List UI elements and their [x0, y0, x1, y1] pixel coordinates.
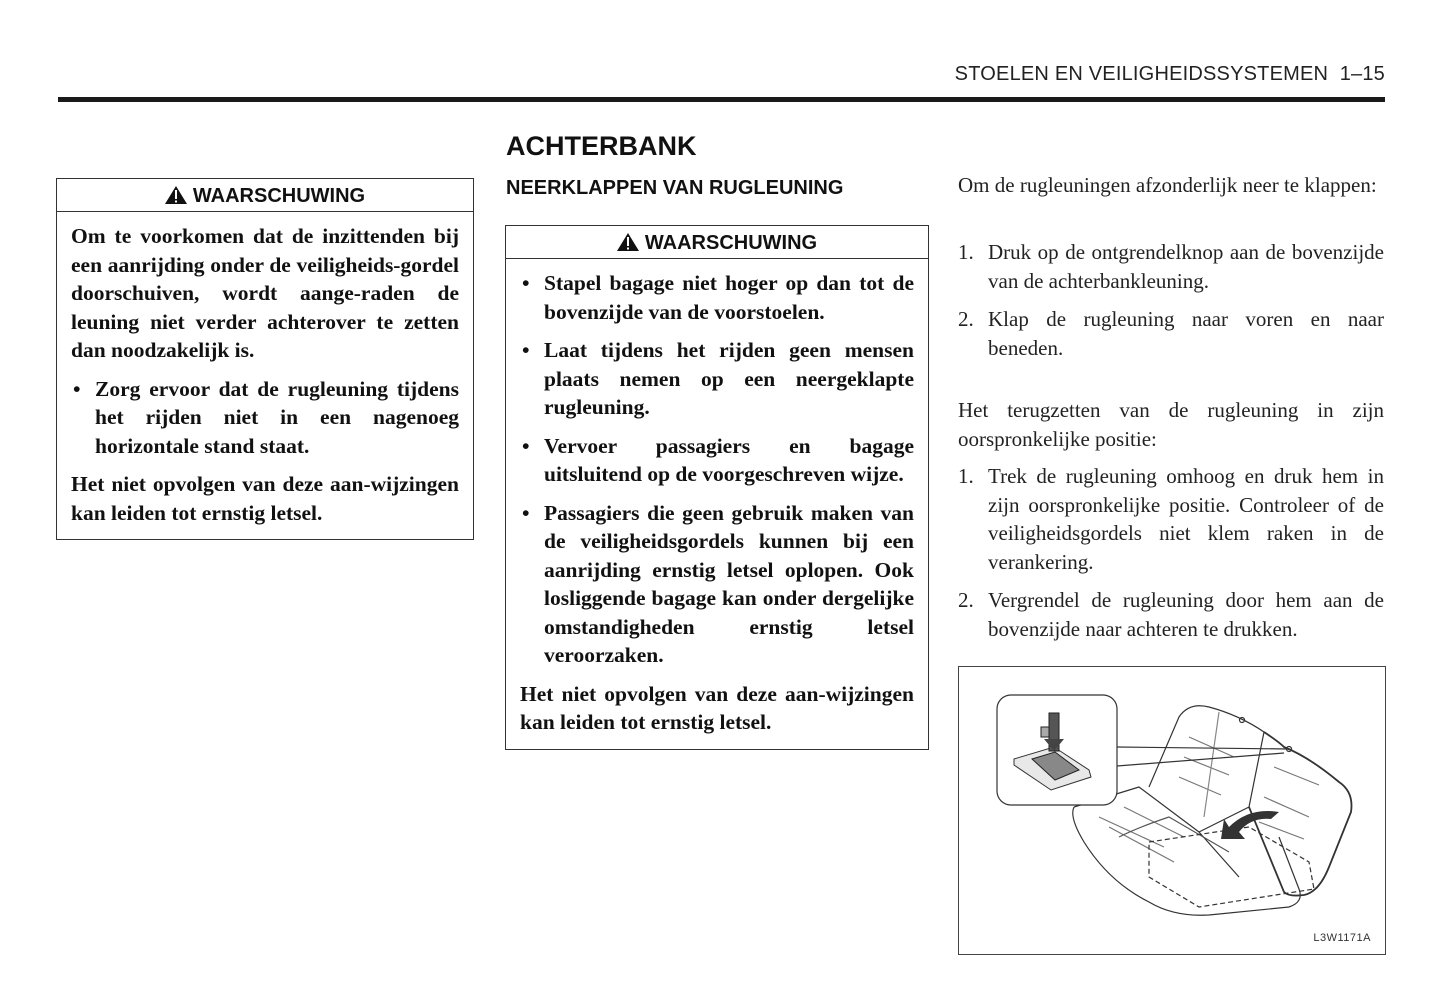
rear-seat-illustration	[958, 666, 1386, 955]
step-text: Trek de rugleuning omhoog en druk hem in zijn oorspronkelijke positie. Controleer of de veiligheidsgordels niet klem raken in de verankering.	[988, 464, 1384, 574]
warning-bullet: • Zorg ervoor dat de rugleuning tijdens het rijden niet in een nagenoeg horizontale stand staat.	[71, 375, 459, 461]
step-text: Klap de rugleuning naar voren en naar beneden.	[988, 307, 1384, 360]
figure-code: L3W1171A	[1313, 932, 1371, 944]
warning-triangle-icon	[165, 186, 187, 204]
warning-header	[57, 179, 473, 212]
warning-triangle-icon	[617, 233, 639, 251]
left-backrest-outline	[1149, 706, 1264, 832]
warning-box-backrest	[505, 225, 929, 750]
seat-drawing	[959, 667, 1385, 954]
warning-bullet: • Passagiers die geen gebruik maken van de veiligheidsgordels kunnen bij een aanrijding ernstig letsel oplopen. Ook losliggende bagage kan onder dergelijke omstandigheden ernstig letsel veroorzaken.	[520, 499, 914, 670]
section-title: ACHTERBANK	[506, 131, 697, 161]
return-intro	[958, 396, 1384, 453]
warning-bullet: • Stapel bagage niet hoger op dan tot de bovenzijde van de voorstoelen.	[520, 269, 914, 326]
step-text: Druk op de ontgrendelknop aan de bovenzijde van de achterbankleuning.	[988, 240, 1384, 293]
step-text: Vergrendel de rugleuning door hem aan de bovenzijde naar achteren te drukken.	[988, 588, 1384, 641]
subsection-title: NEERKLAPPEN VAN RUGLEUNING	[506, 177, 844, 199]
warning-body	[57, 212, 473, 539]
warning-title: WAARSCHUWING	[644, 232, 818, 254]
fold-step	[958, 238, 1384, 295]
return-intro-text: Het terugzetten van de rugleuning in zijn oorspronkelijke positie:	[958, 398, 1384, 451]
step-number: 1.	[958, 240, 974, 264]
fold-intro	[958, 171, 1384, 200]
warning-closing: Het niet opvolgen van deze aan-wijzingen kan leiden tot ernstig letsel.	[71, 472, 459, 525]
warning-intro: Om te voorkomen dat de inzittenden bij een aanrijding onder de veiligheids-gordel doorschuiven, wordt aange-raden de leuning niet verder achterover te zetten dan noodzakelijk is.	[71, 224, 459, 362]
fold-steps	[958, 238, 1384, 372]
warning-header	[506, 226, 928, 259]
warning-body	[506, 259, 928, 749]
warning-box-seat-recline	[56, 178, 474, 540]
fold-arrow-icon	[1221, 811, 1279, 839]
return-step	[958, 462, 1384, 576]
running-header	[955, 63, 1385, 86]
return-step	[958, 586, 1384, 643]
warning-closing: Het niet opvolgen van deze aan-wijzingen kan leiden tot ernstig letsel.	[520, 681, 914, 734]
fold-intro-text: Om de rugleuningen afzonderlijk neer te klappen:	[958, 173, 1377, 197]
warning-bullet: • Laat tijdens het rijden geen mensen plaats nemen op een neergeklapte rugleuning.	[520, 336, 914, 422]
fold-step	[958, 305, 1384, 362]
step-number: 2.	[958, 307, 974, 331]
return-steps	[958, 462, 1384, 653]
running-title: STOELEN EN VEILIGHEIDSSYSTEMEN	[954, 63, 1329, 85]
header-rule	[58, 97, 1385, 102]
warning-title: WAARSCHUWING	[192, 185, 366, 207]
step-number: 2.	[958, 588, 974, 612]
page-number: 1–15	[1339, 63, 1385, 85]
step-number: 1.	[958, 464, 974, 488]
warning-bullet: • Vervoer passagiers en bagage uitsluitend op de voorgeschreven wijze.	[520, 432, 914, 489]
